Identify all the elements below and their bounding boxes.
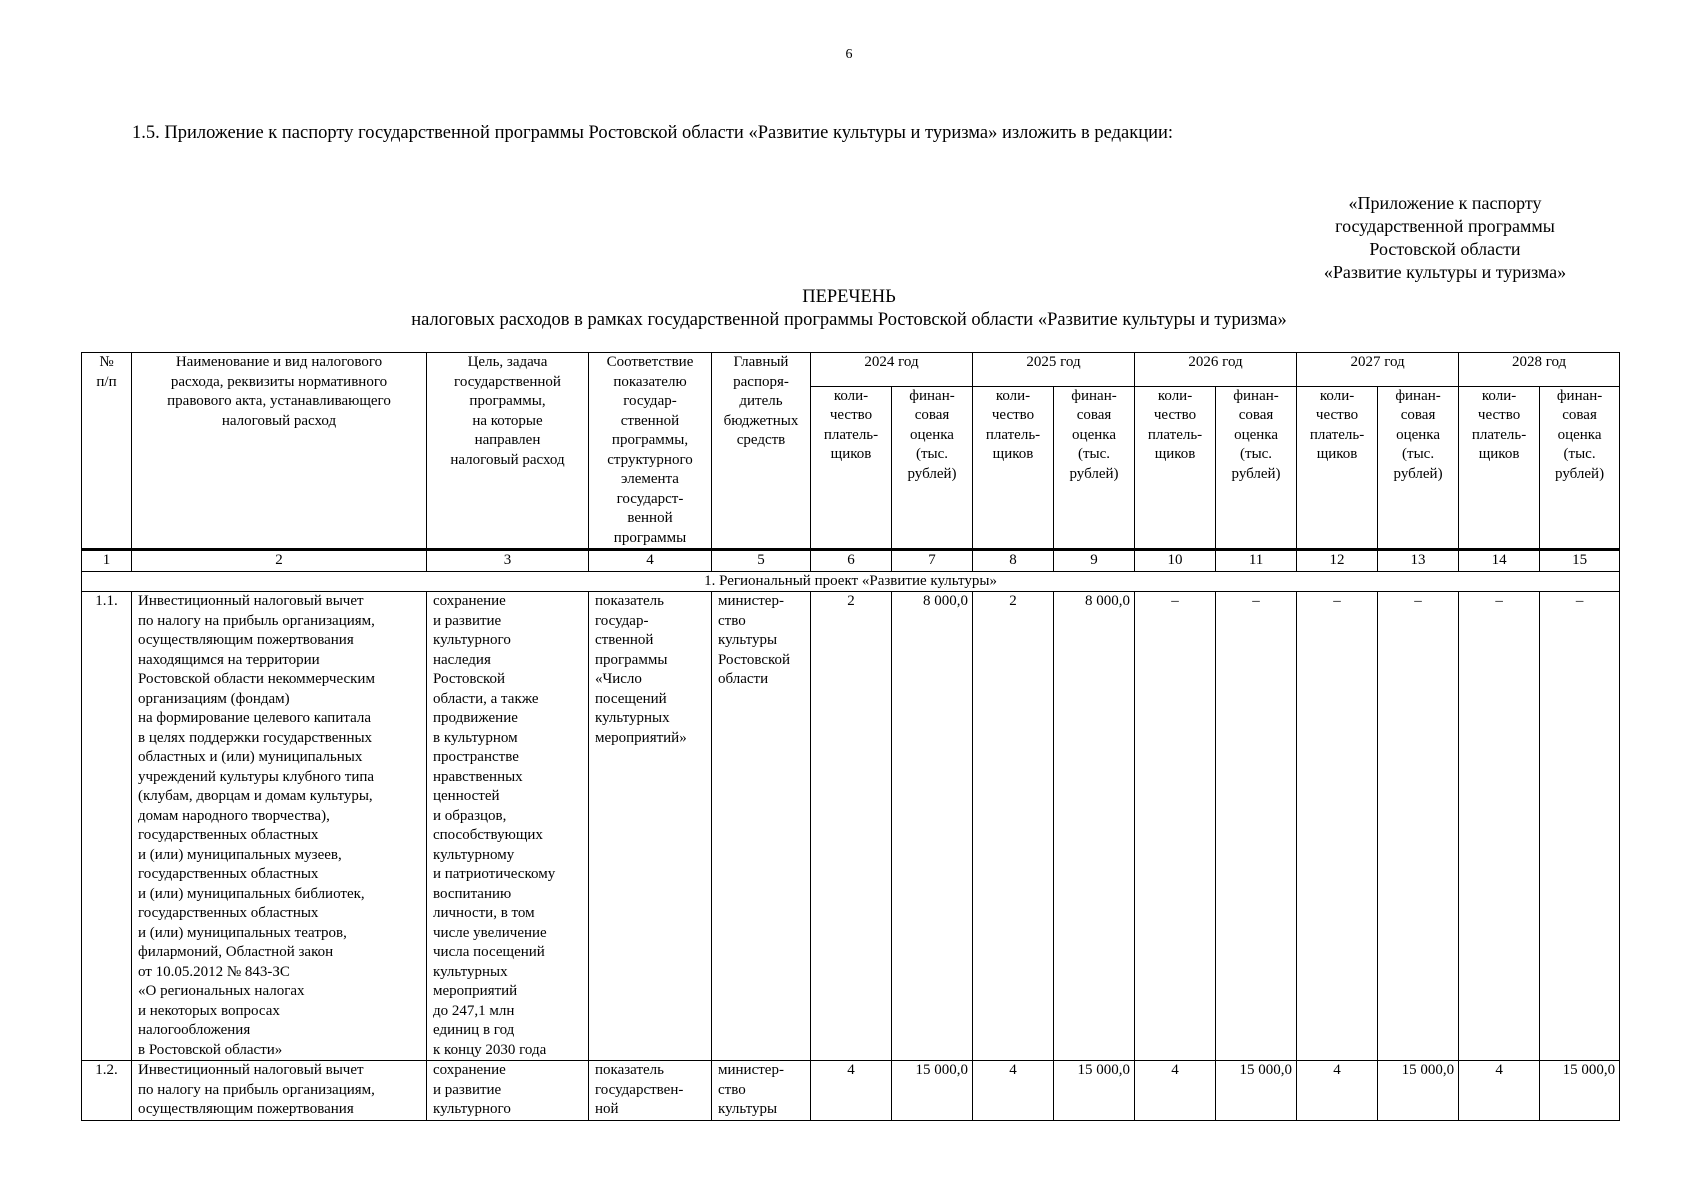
- appendix-line: «Приложение к паспорту: [1348, 193, 1542, 213]
- appendix-reference: [1195, 192, 1695, 284]
- header-count: коли- чество платель- щиков: [811, 386, 892, 549]
- header-count: коли- чество платель- щиков: [1297, 386, 1378, 549]
- header-year-2025: 2025 год: [973, 353, 1135, 387]
- value-count-2026: –: [1135, 592, 1216, 1061]
- column-number: 7: [892, 550, 973, 572]
- header-count: коли- чество платель- щиков: [1459, 386, 1540, 549]
- column-number: 15: [1540, 550, 1620, 572]
- value-count-2025: 4: [973, 1061, 1054, 1121]
- row-indicator: показатель государствен- ной: [589, 1061, 712, 1121]
- header-name: Наименование и вид налогового расхода, реквизиты нормативного правового акта, устанавливающего налоговый расход: [132, 353, 427, 550]
- column-number-row: [82, 550, 1620, 572]
- value-finance-2028: –: [1540, 592, 1620, 1061]
- document-title: [0, 286, 1698, 332]
- header-finance: финан- совая оценка (тыс. рублей): [1540, 386, 1620, 549]
- column-number: 2: [132, 550, 427, 572]
- appendix-line: «Развитие культуры и туризма»: [1323, 262, 1567, 282]
- value-count-2028: –: [1459, 592, 1540, 1061]
- header-year-2026: 2026 год: [1135, 353, 1297, 387]
- column-number: 8: [973, 550, 1054, 572]
- value-count-2028: 4: [1459, 1061, 1540, 1121]
- value-finance-2024: 15 000,0: [892, 1061, 973, 1121]
- column-number: 11: [1216, 550, 1297, 572]
- value-count-2027: 4: [1297, 1061, 1378, 1121]
- appendix-line: Ростовской области: [1369, 239, 1521, 259]
- value-count-2026: 4: [1135, 1061, 1216, 1121]
- header-year-2024: 2024 год: [811, 353, 973, 387]
- column-number: 13: [1378, 550, 1459, 572]
- header-year-2027: 2027 год: [1297, 353, 1459, 387]
- row-manager: министер- ство культуры: [712, 1061, 811, 1121]
- tax-expenses-table: [81, 352, 1620, 1121]
- column-number: 6: [811, 550, 892, 572]
- header-finance: финан- совая оценка (тыс. рублей): [1378, 386, 1459, 549]
- value-finance-2027: –: [1378, 592, 1459, 1061]
- appendix-line: государственной программы: [1335, 216, 1555, 236]
- table-row: [82, 1061, 1620, 1121]
- tax-expenses-table-wrapper: [81, 352, 1619, 1121]
- row-goal: сохранение и развитие культурного наследия Ростовской области, а также продвижение в культурном пространстве нравственных ценностей и образцов, способствующих культурному и патриотическому воспитанию личности, в том числе увеличение числа посещений культурных мероприятий до 247,1 млн единиц в год к концу 2030 года: [427, 592, 589, 1061]
- header-row-1: [82, 353, 1620, 387]
- row-name: Инвестиционный налоговый вычет по налогу на прибыль организациям, осуществляющим пожертвования: [132, 1061, 427, 1121]
- column-number: 4: [589, 550, 712, 572]
- title-line-2: налоговых расходов в рамках государственной программы Ростовской области «Развитие культуры и туризма»: [411, 310, 1287, 330]
- value-count-2024: 2: [811, 592, 892, 1061]
- header-finance: финан- совая оценка (тыс. рублей): [892, 386, 973, 549]
- column-number: 5: [712, 550, 811, 572]
- header-year-2028: 2028 год: [1459, 353, 1620, 387]
- header-indicator: Соответствие показателю государ- ственной программы, структурного элемента государст- венной программы: [589, 353, 712, 550]
- value-count-2025: 2: [973, 592, 1054, 1061]
- value-finance-2026: –: [1216, 592, 1297, 1061]
- header-finance: финан- совая оценка (тыс. рублей): [1216, 386, 1297, 549]
- header-manager: Главный распоря- дитель бюджетных средств: [712, 353, 811, 550]
- section-title: 1. Региональный проект «Развитие культуры»: [82, 571, 1620, 592]
- column-number: 3: [427, 550, 589, 572]
- value-count-2027: –: [1297, 592, 1378, 1061]
- row-num: 1.1.: [82, 592, 132, 1061]
- section-row: [82, 571, 1620, 592]
- title-line-1: ПЕРЕЧЕНЬ: [802, 287, 896, 307]
- column-number: 12: [1297, 550, 1378, 572]
- value-finance-2028: 15 000,0: [1540, 1061, 1620, 1121]
- header-num: № п/п: [82, 353, 132, 550]
- value-count-2024: 4: [811, 1061, 892, 1121]
- header-count: коли- чество платель- щиков: [1135, 386, 1216, 549]
- column-number: 14: [1459, 550, 1540, 572]
- row-name: Инвестиционный налоговый вычет по налогу на прибыль организациям, осуществляющим пожертвования находящимся на территории Ростовской области некоммерческим организациям (фондам) на формирование целевого капитала в целях поддержки государственных областных и (или) муниципальных учреждений культуры клубного типа (клубам, дворцам и домам культуры, домам народного творчества), государственных областных и (или) муниципальных музеев, государственных областных и (или) муниципальных библиотек, государственных областных и (или) муниципальных театров, филармоний, Областной закон от 10.05.2012 № 843-ЗС «О региональных налогах и некоторых вопросах налогообложения в Ростовской области»: [132, 592, 427, 1061]
- intro-paragraph: 1.5. Приложение к паспорту государственной программы Ростовской области «Развитие культуры и туризма» изложить в редакции:: [132, 123, 1174, 143]
- value-finance-2025: 15 000,0: [1054, 1061, 1135, 1121]
- row-indicator: показатель государ- ственной программы «Число посещений культурных мероприятий»: [589, 592, 712, 1061]
- row-manager: министер- ство культуры Ростовской области: [712, 592, 811, 1061]
- row-num: 1.2.: [82, 1061, 132, 1121]
- value-finance-2024: 8 000,0: [892, 592, 973, 1061]
- header-count: коли- чество платель- щиков: [973, 386, 1054, 549]
- value-finance-2026: 15 000,0: [1216, 1061, 1297, 1121]
- row-goal: сохранение и развитие культурного: [427, 1061, 589, 1121]
- column-number: 1: [82, 550, 132, 572]
- value-finance-2027: 15 000,0: [1378, 1061, 1459, 1121]
- column-number: 9: [1054, 550, 1135, 572]
- header-goal: Цель, задача государственной программы, на которые направлен налоговый расход: [427, 353, 589, 550]
- value-finance-2025: 8 000,0: [1054, 592, 1135, 1061]
- column-number: 10: [1135, 550, 1216, 572]
- header-finance: финан- совая оценка (тыс. рублей): [1054, 386, 1135, 549]
- table-row: [82, 592, 1620, 1061]
- page-number: 6: [845, 47, 853, 62]
